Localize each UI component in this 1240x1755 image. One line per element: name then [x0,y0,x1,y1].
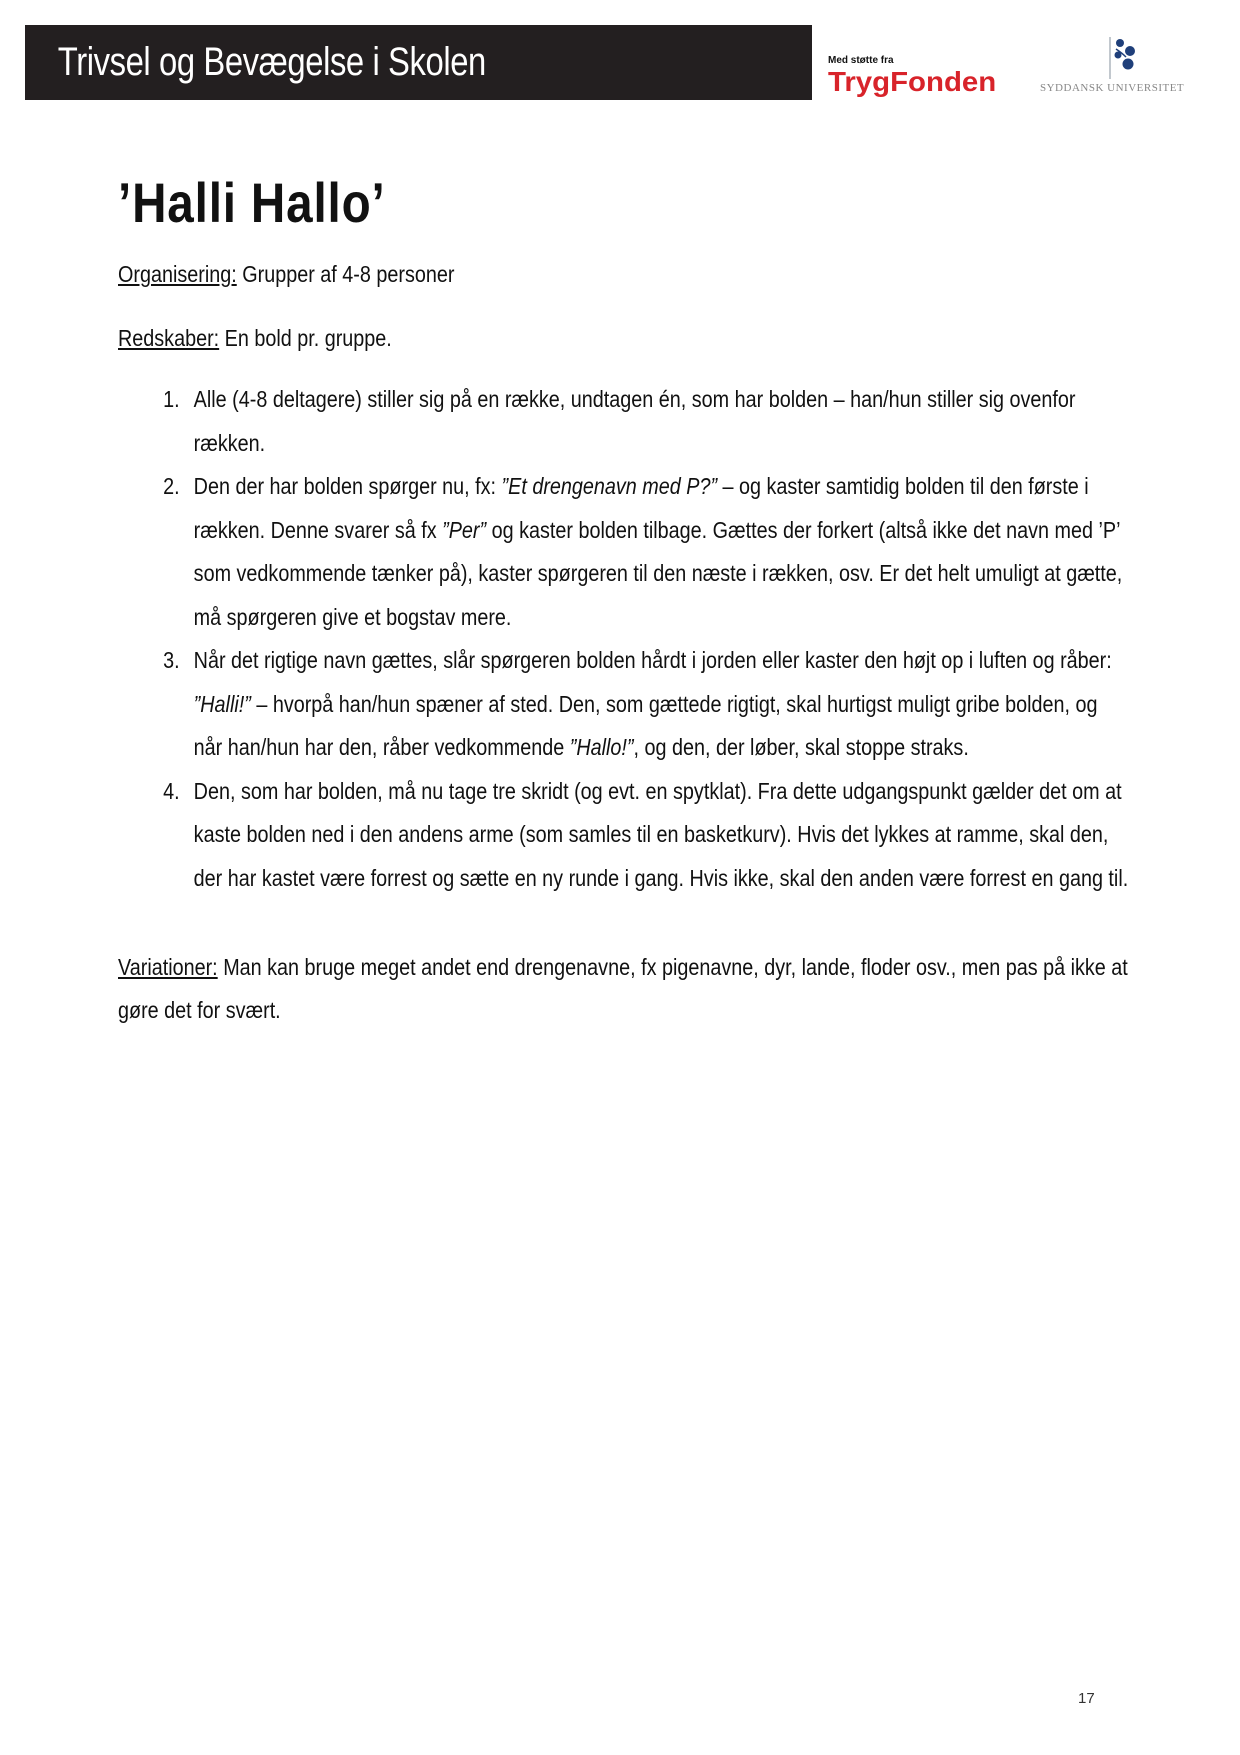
step-text: , og den, der løber, skal stoppe straks. [633,734,969,760]
step-quote: ”Et drengenavn med P?” [501,473,718,499]
step-quote: ”Hallo!” [569,734,634,760]
organisering-label: Organisering: [118,261,237,287]
page-number: 17 [1078,1690,1095,1707]
header-title: Trivsel og Bevægelse i Skolen [57,40,486,84]
variationer-label: Variationer: [118,954,218,980]
step-text: Den, som har bolden, må nu tage tre skridt (og evt. en spytklat). Fra dette udgangspunkt gælder det om at kaste bolden ned i den andens arme (som samles til en basketkurv). Hvis det lykkes at ramme, skal den, der har kastet være forrest og sætte en ny runde i gang. Hvis ikke, skal den anden være forrest en gang til. [193,777,1129,891]
step-text: – hvorpå han/hun spæner af sted. Den, som gættede rigtigt, skal hurtigst muligt gribe bolden, og når han/hun har den, råber vedkommende [193,690,1098,760]
step-text: Når det rigtige navn gættes, slår spørgeren bolden hårdt i jorden eller kaster den højt op i luften og råber: [193,647,1112,673]
step-quote: ”Halli!” [193,690,251,717]
organisering-paragraph [118,253,1138,296]
sdu-logo [1040,35,1190,100]
redskaber-label: Redskaber: [118,325,220,351]
steps-list [118,378,1131,900]
step-text: Alle (4-8 deltagere) stiller sig på en række, undtagen én, som har bolden – han/hun stiller sig ovenfor rækken. [193,386,1076,456]
step-text: Den der har bolden spørger nu, fx: [193,473,502,499]
step-quote: ”Per” [442,516,487,543]
university-name: SYDDANSK UNIVERSITET [1040,82,1185,94]
header-bar [25,25,812,100]
document-title: ’Halli Hallo’ [118,171,386,234]
step-text: og kaster bolden tilbage. Gættes der forkert (altså ikke det navn med ’P’ som vedkommende tænker på), kaster spørgeren til den næste i rækken, osv. Er det helt umuligt at gætte, må spørgeren give et bogstav mere. [193,516,1123,630]
sponsor-small-text: Med støtte fra [828,55,894,66]
trygfonden-logo [828,55,1028,100]
list-item [185,639,1131,770]
document-content [118,170,1138,1053]
list-item [185,770,1131,901]
variationer-paragraph [118,946,1138,1032]
organisering-text: Grupper af 4-8 personer [236,261,455,287]
step-text: – og kaster samtidig bolden til den første i rækken. Denne svarer så fx [193,473,1089,543]
list-item [185,378,1131,465]
sdu-flower-icon [1102,35,1142,81]
sponsor-name: TrygFonden [828,66,997,97]
redskaber-text: En bold pr. gruppe. [219,325,392,351]
variationer-text: Man kan bruge meget andet end drengenavne, fx pigenavne, dyr, lande, floder osv., men pas på ikke at gøre det for svært. [118,954,1128,1023]
list-item [185,465,1131,639]
redskaber-paragraph [118,317,1138,360]
